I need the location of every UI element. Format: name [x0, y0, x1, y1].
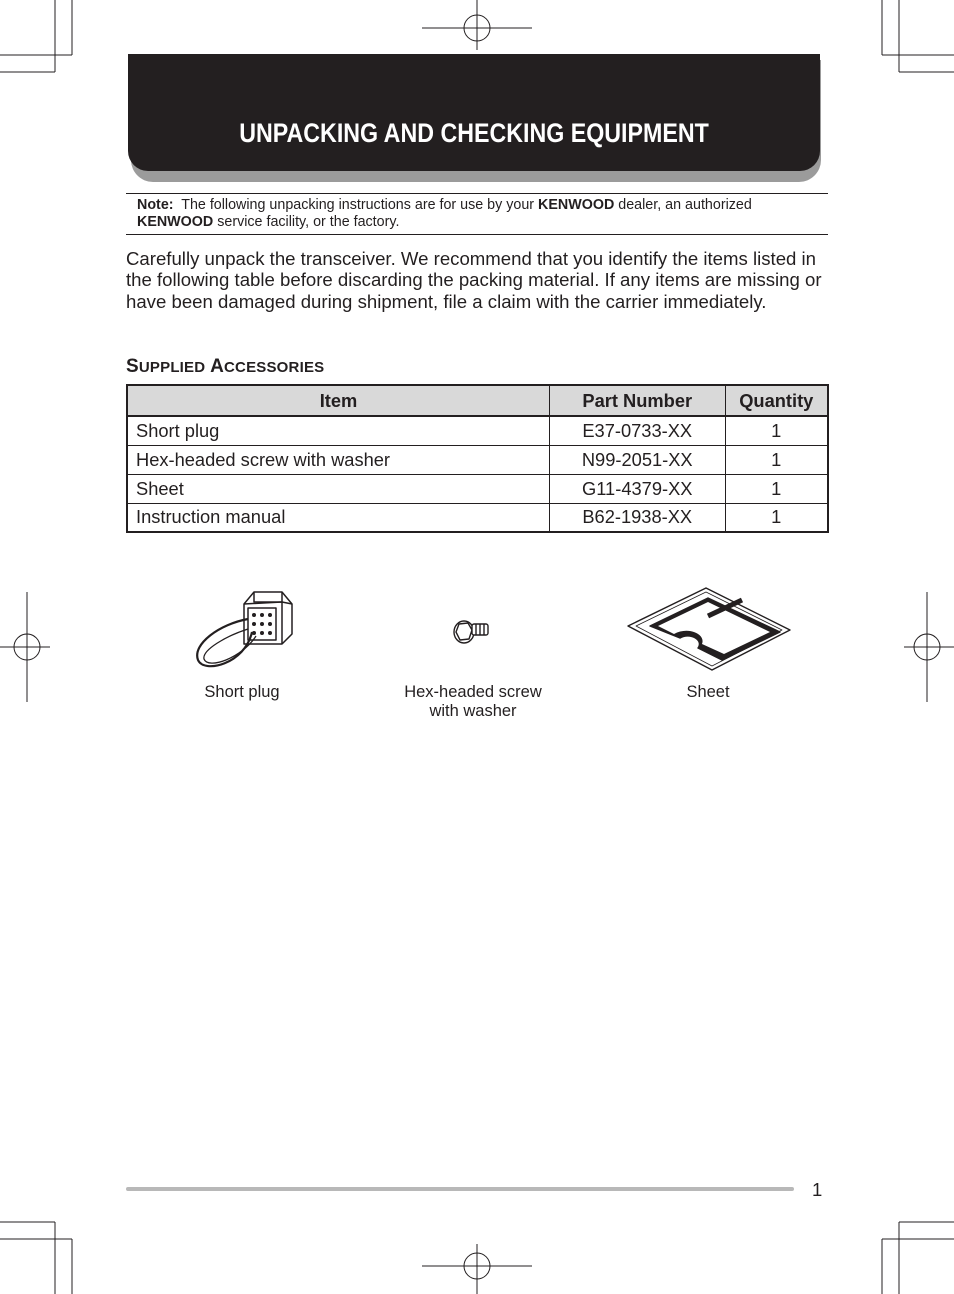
note-text-1: The following unpacking instructions are for use by your — [181, 197, 539, 213]
caption-screw — [383, 683, 563, 721]
table-row — [127, 474, 828, 503]
registration-mark-icon — [0, 592, 50, 702]
section-heading-initial: A — [210, 356, 224, 377]
section-heading-initial: S — [126, 356, 139, 377]
crop-mark-icon — [0, 0, 72, 72]
footer-rule — [126, 1187, 794, 1191]
table-row — [127, 445, 828, 474]
accessories-table — [126, 384, 829, 533]
part-number-cell: N99-2051-XX — [549, 445, 725, 474]
crop-mark-icon — [0, 1222, 72, 1294]
crop-mark-icon — [882, 0, 954, 72]
registration-mark-icon — [422, 1244, 532, 1294]
item-cell: Sheet — [127, 474, 549, 503]
quantity-cell: 1 — [725, 416, 828, 445]
crop-mark-icon — [882, 1222, 954, 1294]
caption-short-plug: Short plug — [204, 683, 280, 701]
table-header-row — [127, 385, 828, 416]
sheet-illustration — [624, 584, 794, 676]
intro-paragraph: Carefully unpack the transceiver. We recommend that you identify the items listed in the following table before discarding the packing material. If any items are missing or have been damaged during shipment, file a claim with the carrier immediately. — [126, 248, 822, 312]
item-cell: Hex-headed screw with washer — [127, 445, 549, 474]
note-text-3: service facility, or the factory. — [213, 214, 400, 230]
part-number-cell: B62-1938-XX — [549, 503, 725, 532]
page-title: UNPACKING AND CHECKING EQUIPMENT — [239, 118, 709, 148]
short-plug-illustration — [190, 584, 300, 674]
quantity-cell: 1 — [725, 503, 828, 532]
table-row — [127, 416, 828, 445]
page-number: 1 — [812, 1179, 823, 1200]
title-banner — [128, 54, 820, 171]
registration-mark-icon — [422, 0, 532, 50]
caption-screw-line-1: Hex-headed screw — [404, 683, 542, 701]
note-text-2: dealer, an authorized — [614, 197, 752, 213]
note-brand-1: KENWOOD — [538, 197, 615, 213]
section-heading-rest: CCESSORIES — [224, 359, 325, 376]
hex-screw-illustration — [450, 610, 496, 650]
column-header-quantity: Quantity — [725, 385, 828, 416]
section-heading — [126, 356, 324, 378]
part-number-cell: E37-0733-XX — [549, 416, 725, 445]
item-cell: Short plug — [127, 416, 549, 445]
part-number-cell: G11-4379-XX — [549, 474, 725, 503]
column-header-item: Item — [127, 385, 549, 416]
table-row — [127, 503, 828, 532]
note-label: Note: — [137, 197, 174, 213]
quantity-cell: 1 — [725, 445, 828, 474]
quantity-cell: 1 — [725, 474, 828, 503]
caption-sheet: Sheet — [686, 683, 730, 701]
item-cell: Instruction manual — [127, 503, 549, 532]
note-brand-2: KENWOOD — [137, 214, 214, 230]
section-heading-rest: UPPLIED — [138, 359, 206, 376]
note-box — [126, 193, 828, 235]
caption-screw-line-2: with washer — [429, 702, 517, 720]
column-header-part-number: Part Number — [549, 385, 725, 416]
registration-mark-icon — [904, 592, 954, 702]
